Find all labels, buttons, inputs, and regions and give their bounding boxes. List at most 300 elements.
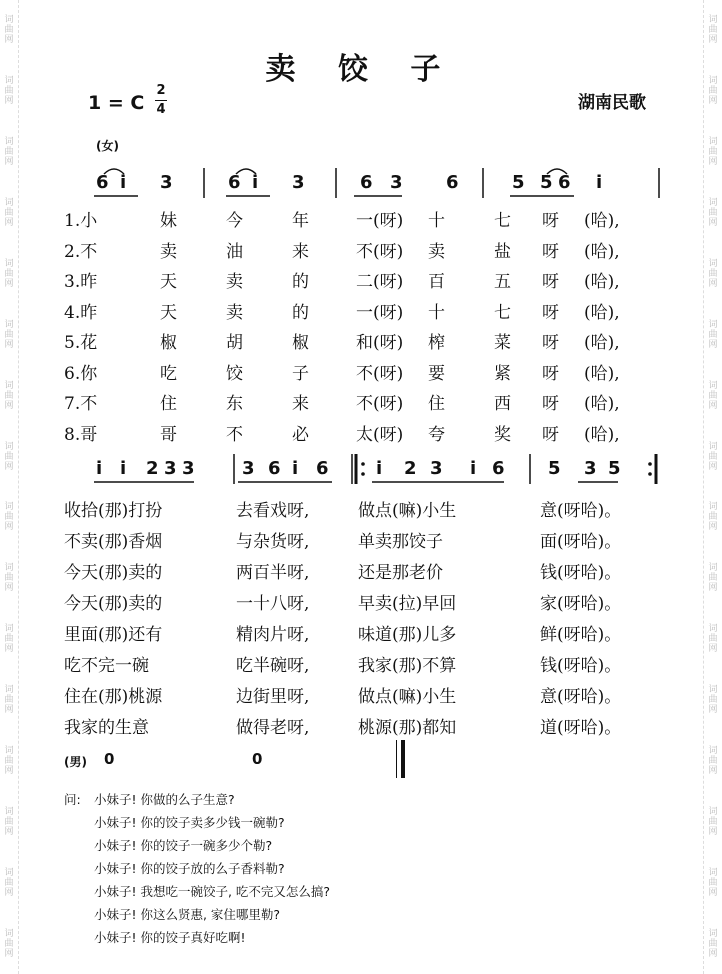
lyric-word: 五 xyxy=(494,272,511,292)
lyric-word: 卖 xyxy=(428,241,445,262)
lyric-row xyxy=(64,558,684,586)
watermark-char: 词 xyxy=(708,563,718,574)
watermark-char: 网 xyxy=(708,522,718,533)
watermark-char: 词 xyxy=(708,319,718,330)
time-signature xyxy=(155,84,167,117)
watermark-char: 曲 xyxy=(4,755,14,766)
note: i xyxy=(376,458,383,479)
note: 3 xyxy=(182,458,195,479)
lyric-word: 8.哥 xyxy=(64,424,98,445)
lyric-phrase: 桃源(那)都知 xyxy=(358,718,457,738)
lyric-phrase: 与杂货呀, xyxy=(236,532,310,552)
lyric-phrase: 做点(嘛)小生 xyxy=(358,501,457,521)
lyric-row xyxy=(64,298,684,326)
lyric-phrase: 今天(那)卖的 xyxy=(64,594,163,614)
watermark-item xyxy=(4,868,13,898)
lyric-word: 来 xyxy=(292,394,309,414)
watermark-char: 曲 xyxy=(708,512,718,523)
lyric-word: 呀 xyxy=(542,394,559,414)
lyric-phrase: 单卖那饺子 xyxy=(358,532,443,552)
lyric-phrase: 做点(嘛)小生 xyxy=(358,687,457,707)
watermark-char: 词 xyxy=(4,928,14,939)
note: 6 xyxy=(316,458,329,479)
watermark-char: 网 xyxy=(708,157,718,168)
watermark-item xyxy=(4,685,13,715)
lyric-phrase: 我家的生意 xyxy=(64,718,149,738)
lyric-word: 天 xyxy=(160,302,177,323)
lyric-phrase: 里面(那)还有 xyxy=(64,625,163,645)
key-signature: 1 = C xyxy=(88,92,145,114)
lyric-word: 3.昨 xyxy=(64,272,98,292)
watermark-item xyxy=(708,442,717,472)
note: 6 xyxy=(96,172,109,193)
watermark-item xyxy=(708,15,717,45)
time-signature-bottom: 4 xyxy=(156,102,166,117)
note: 3 xyxy=(164,458,177,479)
watermark-char: 曲 xyxy=(708,268,718,279)
repeat-dot xyxy=(361,472,365,476)
lyric-row xyxy=(64,651,684,679)
lyric-word: 今 xyxy=(226,211,243,231)
lyric-word: 的 xyxy=(292,272,309,292)
lyric-row xyxy=(64,359,684,387)
lyric-phrase: 收拾(那)打扮 xyxy=(64,501,163,521)
watermark-char: 曲 xyxy=(708,755,718,766)
watermark-char: 网 xyxy=(4,278,14,289)
note: 6 xyxy=(446,172,459,193)
watermark-char: 词 xyxy=(4,685,14,696)
lyric-word: 胡 xyxy=(226,333,243,353)
lyric-word: (哈), xyxy=(584,333,620,353)
watermark-char: 词 xyxy=(708,76,718,87)
lyric-word: 西 xyxy=(494,394,511,414)
lyric-word: 住 xyxy=(428,394,445,414)
watermark-char: 网 xyxy=(708,887,718,898)
watermark-char: 曲 xyxy=(708,208,718,219)
watermark-char: 曲 xyxy=(708,573,718,584)
lyric-row xyxy=(64,713,684,741)
watermark-char: 词 xyxy=(708,137,718,148)
watermark-item xyxy=(708,502,717,532)
lyric-row xyxy=(64,328,684,356)
lyric-word: 太(呀) xyxy=(356,424,404,445)
watermark-char: 曲 xyxy=(4,877,14,888)
lyric-word: 呀 xyxy=(542,302,559,323)
lyric-word: (哈), xyxy=(584,272,620,292)
watermark-char: 词 xyxy=(4,563,14,574)
watermark-char: 网 xyxy=(708,35,718,46)
note: 3 xyxy=(430,458,443,479)
dialogue-line: 小妹子! 你做的么子生意? xyxy=(94,792,235,807)
time-signature-top: 2 xyxy=(156,83,166,98)
watermark-char: 词 xyxy=(4,502,14,513)
lyric-word: (哈), xyxy=(584,211,620,231)
watermark-item xyxy=(708,563,717,593)
watermark-char: 词 xyxy=(708,624,718,635)
watermark-char: 词 xyxy=(708,928,718,939)
note: 6 xyxy=(492,458,505,479)
watermark-char: 网 xyxy=(4,157,14,168)
watermark-char: 网 xyxy=(4,35,14,46)
watermark-item xyxy=(708,320,717,350)
note: i xyxy=(252,172,259,193)
lyric-word: 呀 xyxy=(542,272,559,292)
lyric-word: 不(呀) xyxy=(356,363,404,384)
lyric-phrase: 还是那老价 xyxy=(358,563,443,583)
watermark-item xyxy=(4,502,13,532)
lyric-phrase: 住在(那)桃源 xyxy=(64,687,163,707)
watermark-item xyxy=(708,746,717,776)
lyric-word: 2.不 xyxy=(64,241,98,262)
lyric-word: 吃 xyxy=(160,363,177,384)
watermark-char: 曲 xyxy=(708,25,718,36)
lyric-word: 5.花 xyxy=(64,333,98,353)
note: 5 xyxy=(540,172,553,193)
watermark-char: 网 xyxy=(4,583,14,594)
lyric-phrase: 意(呀哈)。 xyxy=(540,687,622,707)
watermark-char: 曲 xyxy=(4,147,14,158)
watermark-char: 词 xyxy=(4,198,14,209)
song-title: 卖 饺 子 xyxy=(265,52,457,87)
lyric-word: 二(呀) xyxy=(356,272,404,292)
watermark-item xyxy=(4,15,13,45)
watermark-right xyxy=(706,0,720,974)
lyric-word: 十 xyxy=(428,302,445,323)
watermark-char: 词 xyxy=(4,258,14,269)
watermark-char: 词 xyxy=(4,137,14,148)
lyric-word: 呀 xyxy=(542,363,559,384)
watermark-char: 网 xyxy=(4,948,14,959)
lyric-phrase: 钱(呀哈)。 xyxy=(540,656,622,676)
watermark-item xyxy=(4,259,13,289)
lyric-word: 卖 xyxy=(226,302,243,323)
lyric-word: 油 xyxy=(226,241,243,262)
watermark-char: 曲 xyxy=(708,695,718,706)
dialogue-line: 小妹子! 你的饺子卖多少钱一碗勒? xyxy=(94,815,285,830)
lyric-phrase: 意(呀哈)。 xyxy=(540,501,622,521)
lyric-phrase: 今天(那)卖的 xyxy=(64,563,163,583)
watermark-char: 曲 xyxy=(708,816,718,827)
lyric-word: 不 xyxy=(226,424,243,445)
watermark-char: 曲 xyxy=(4,695,14,706)
watermark-char: 词 xyxy=(708,685,718,696)
note: i xyxy=(120,458,127,479)
lyric-phrase: 家(呀哈)。 xyxy=(540,594,622,614)
watermark-char: 网 xyxy=(708,96,718,107)
watermark-char: 网 xyxy=(708,339,718,350)
lyric-word: (哈), xyxy=(584,363,620,384)
lyric-word: 呀 xyxy=(542,424,559,445)
lyric-word: 6.你 xyxy=(64,363,98,384)
watermark-char: 曲 xyxy=(4,634,14,645)
lyric-phrase: 味道(那)儿多 xyxy=(358,625,457,645)
lyric-phrase: 鲜(呀哈)。 xyxy=(540,625,622,645)
note: 2 xyxy=(404,458,417,479)
lyric-word: 菜 xyxy=(494,333,511,353)
lyric-word: 盐 xyxy=(494,241,511,262)
lyric-word: 椒 xyxy=(160,333,177,353)
lyric-word: 的 xyxy=(292,302,309,323)
watermark-item xyxy=(4,381,13,411)
lyric-phrase: 吃半碗呀, xyxy=(236,656,310,676)
lyric-word: 一(呀) xyxy=(356,211,404,231)
lyric-row xyxy=(64,589,684,617)
watermark-char: 曲 xyxy=(708,147,718,158)
watermark-char: 曲 xyxy=(708,390,718,401)
watermark-char: 网 xyxy=(4,218,14,229)
watermark-char: 词 xyxy=(708,198,718,209)
watermark-char: 词 xyxy=(4,745,14,756)
watermark-char: 曲 xyxy=(708,938,718,949)
lyric-phrase: 去看戏呀, xyxy=(236,501,310,521)
watermark-item xyxy=(708,259,717,289)
watermark-char: 网 xyxy=(4,705,14,716)
lyric-word: 子 xyxy=(292,363,309,384)
watermark-char: 曲 xyxy=(4,512,14,523)
lyric-phrase: 两百半呀, xyxy=(236,563,310,583)
note: 6 xyxy=(268,458,281,479)
watermark-char: 词 xyxy=(4,76,14,87)
watermark-char: 网 xyxy=(4,461,14,472)
lyric-word: 要 xyxy=(428,363,445,384)
lyric-phrase: 不卖(那)香烟 xyxy=(64,532,163,552)
watermark-char: 网 xyxy=(708,705,718,716)
watermark-char: 曲 xyxy=(708,86,718,97)
watermark-item xyxy=(4,807,13,837)
lyric-word: 东 xyxy=(226,394,243,414)
watermark-char: 词 xyxy=(4,624,14,635)
lyric-word: (哈), xyxy=(584,424,620,445)
lyric-phrase: 边街里呀, xyxy=(236,687,310,707)
lyric-word: 十 xyxy=(428,211,445,231)
dialogue-line: 小妹子! 你这么贤惠, 家住哪里勒? xyxy=(94,907,281,922)
note: i xyxy=(96,458,103,479)
note: 3 xyxy=(160,172,173,193)
lyric-word: 不(呀) xyxy=(356,241,404,262)
watermark-char: 词 xyxy=(4,15,14,26)
watermark-char: 词 xyxy=(4,441,14,452)
lyric-word: 饺 xyxy=(226,363,243,384)
lyric-row xyxy=(64,237,684,265)
lyric-phrase: 一十八呀, xyxy=(236,594,310,614)
watermark-char: 曲 xyxy=(4,86,14,97)
repeat-dot xyxy=(361,462,365,466)
lyric-row xyxy=(64,682,684,710)
watermark-item xyxy=(708,929,717,959)
watermark-item xyxy=(708,624,717,654)
watermark-item xyxy=(4,137,13,167)
lyric-word: (哈), xyxy=(584,302,620,323)
watermark-char: 词 xyxy=(708,806,718,817)
watermark-item xyxy=(708,807,717,837)
watermark-char: 词 xyxy=(708,380,718,391)
question-label: 问: xyxy=(64,792,81,807)
note: 5 xyxy=(548,458,561,479)
final-barline xyxy=(396,740,406,778)
lyric-row xyxy=(64,206,684,234)
watermark-item xyxy=(708,137,717,167)
lyric-word: 来 xyxy=(292,241,309,262)
watermark-char: 网 xyxy=(4,522,14,533)
repeat-dot xyxy=(648,472,652,476)
watermark-item xyxy=(4,320,13,350)
voice-female-label: (女) xyxy=(96,139,119,153)
watermark-char: 网 xyxy=(4,826,14,837)
watermark-char: 曲 xyxy=(4,816,14,827)
dialogue-line: 小妹子! 你的饺子一碗多少个勒? xyxy=(94,838,273,853)
watermark-char: 曲 xyxy=(4,451,14,462)
watermark-char: 网 xyxy=(708,948,718,959)
watermark-item xyxy=(4,746,13,776)
lyric-row xyxy=(64,496,684,524)
watermark-char: 曲 xyxy=(4,25,14,36)
note: i xyxy=(120,172,127,193)
lyric-phrase: 早卖(拉)早回 xyxy=(358,594,457,614)
watermark-char: 网 xyxy=(4,765,14,776)
voice-male-label: (男) xyxy=(64,755,87,769)
watermark-char: 曲 xyxy=(708,329,718,340)
rest: 0 xyxy=(252,750,263,768)
watermark-char: 词 xyxy=(4,319,14,330)
staff-line-2 xyxy=(84,454,664,484)
lyric-phrase: 面(呀哈)。 xyxy=(540,532,622,552)
watermark-char: 网 xyxy=(4,400,14,411)
note: 6 xyxy=(228,172,241,193)
note: 6 xyxy=(558,172,571,193)
lyric-word: 住 xyxy=(160,394,177,414)
note: 6 xyxy=(360,172,373,193)
lyric-word: 4.昨 xyxy=(64,302,98,323)
note: i xyxy=(470,458,477,479)
watermark-char: 网 xyxy=(4,339,14,350)
rest: 0 xyxy=(104,750,115,768)
watermark-char: 词 xyxy=(708,441,718,452)
watermark-char: 词 xyxy=(708,867,718,878)
lyric-word: 七 xyxy=(494,302,511,323)
watermark-char: 网 xyxy=(708,826,718,837)
staff-line-1 xyxy=(84,168,664,198)
lyric-word: (哈), xyxy=(584,241,620,262)
watermark-char: 词 xyxy=(708,15,718,26)
lyric-word: 百 xyxy=(428,272,445,292)
note: i xyxy=(292,458,299,479)
watermark-char: 网 xyxy=(708,218,718,229)
watermark-item xyxy=(708,198,717,228)
lyric-word: 呀 xyxy=(542,333,559,353)
watermark-item xyxy=(708,685,717,715)
watermark-char: 曲 xyxy=(4,268,14,279)
lyric-word: 妹 xyxy=(160,211,177,231)
note: 5 xyxy=(608,458,621,479)
watermark-char: 词 xyxy=(708,745,718,756)
watermark-item xyxy=(4,198,13,228)
watermark-item xyxy=(4,563,13,593)
watermark-char: 网 xyxy=(4,96,14,107)
watermark-char: 网 xyxy=(708,278,718,289)
lyric-word: 奖 xyxy=(494,424,511,445)
note: 3 xyxy=(390,172,403,193)
watermark-char: 网 xyxy=(708,583,718,594)
watermark-char: 网 xyxy=(708,644,718,655)
lyric-word: 卖 xyxy=(160,241,177,262)
watermark-item xyxy=(4,442,13,472)
lyric-word: 和(呀) xyxy=(356,333,404,353)
left-edge-line xyxy=(18,0,19,974)
watermark-char: 词 xyxy=(708,258,718,269)
dialogue-line: 小妹子! 我想吃一碗饺子, 吃不完又怎么搞? xyxy=(94,884,331,899)
watermark-char: 网 xyxy=(4,887,14,898)
lyric-word: 1.小 xyxy=(64,211,98,231)
watermark-char: 词 xyxy=(4,867,14,878)
lyric-word: (哈), xyxy=(584,394,620,414)
lyric-row xyxy=(64,420,684,448)
lyric-phrase: 钱(呀哈)。 xyxy=(540,563,622,583)
lyric-phrase: 做得老呀, xyxy=(236,718,310,738)
watermark-char: 曲 xyxy=(4,938,14,949)
watermark-char: 词 xyxy=(4,806,14,817)
watermark-char: 曲 xyxy=(4,573,14,584)
watermark-char: 网 xyxy=(708,400,718,411)
lyric-phrase: 吃不完一碗 xyxy=(64,656,149,676)
lyric-word: 夸 xyxy=(428,424,445,445)
watermark-char: 曲 xyxy=(708,634,718,645)
genre-label: 湖南民歌 xyxy=(578,93,646,113)
repeat-dot xyxy=(648,462,652,466)
watermark-item xyxy=(4,929,13,959)
lyric-row xyxy=(64,527,684,555)
lyric-row xyxy=(64,389,684,417)
watermark-char: 曲 xyxy=(708,451,718,462)
lyric-word: 不(呀) xyxy=(356,394,404,414)
lyric-word: 天 xyxy=(160,272,177,292)
watermark-char: 网 xyxy=(4,644,14,655)
note: 3 xyxy=(584,458,597,479)
watermark-item xyxy=(708,381,717,411)
watermark-char: 网 xyxy=(708,461,718,472)
note: 3 xyxy=(242,458,255,479)
watermark-char: 网 xyxy=(708,765,718,776)
watermark-char: 词 xyxy=(708,502,718,513)
note: 3 xyxy=(292,172,305,193)
watermark-char: 曲 xyxy=(4,208,14,219)
watermark-char: 曲 xyxy=(4,329,14,340)
lyric-row xyxy=(64,267,684,295)
lyric-word: 卖 xyxy=(226,272,243,292)
lyric-phrase: 道(呀哈)。 xyxy=(540,718,622,738)
lyric-phrase: 精肉片呀, xyxy=(236,625,310,645)
watermark-char: 词 xyxy=(4,380,14,391)
lyric-word: 年 xyxy=(292,211,309,231)
lyric-word: 呀 xyxy=(542,241,559,262)
lyric-word: 呀 xyxy=(542,211,559,231)
lyric-word: 7.不 xyxy=(64,394,98,414)
note: 2 xyxy=(146,458,159,479)
watermark-left xyxy=(2,0,16,974)
right-edge-line xyxy=(703,0,704,974)
lyric-word: 椒 xyxy=(292,333,309,353)
watermark-char: 曲 xyxy=(4,390,14,401)
lyric-word: 哥 xyxy=(160,424,177,445)
watermark-item xyxy=(708,868,717,898)
watermark-item xyxy=(4,624,13,654)
lyric-row xyxy=(64,620,684,648)
dialogue-line: 小妹子! 你的饺子真好吃啊! xyxy=(94,930,246,945)
note: i xyxy=(596,172,603,193)
lyric-word: 榨 xyxy=(428,333,445,353)
lyric-phrase: 我家(那)不算 xyxy=(358,656,457,676)
lyric-word: 必 xyxy=(292,424,309,445)
lyric-word: 七 xyxy=(494,211,511,231)
